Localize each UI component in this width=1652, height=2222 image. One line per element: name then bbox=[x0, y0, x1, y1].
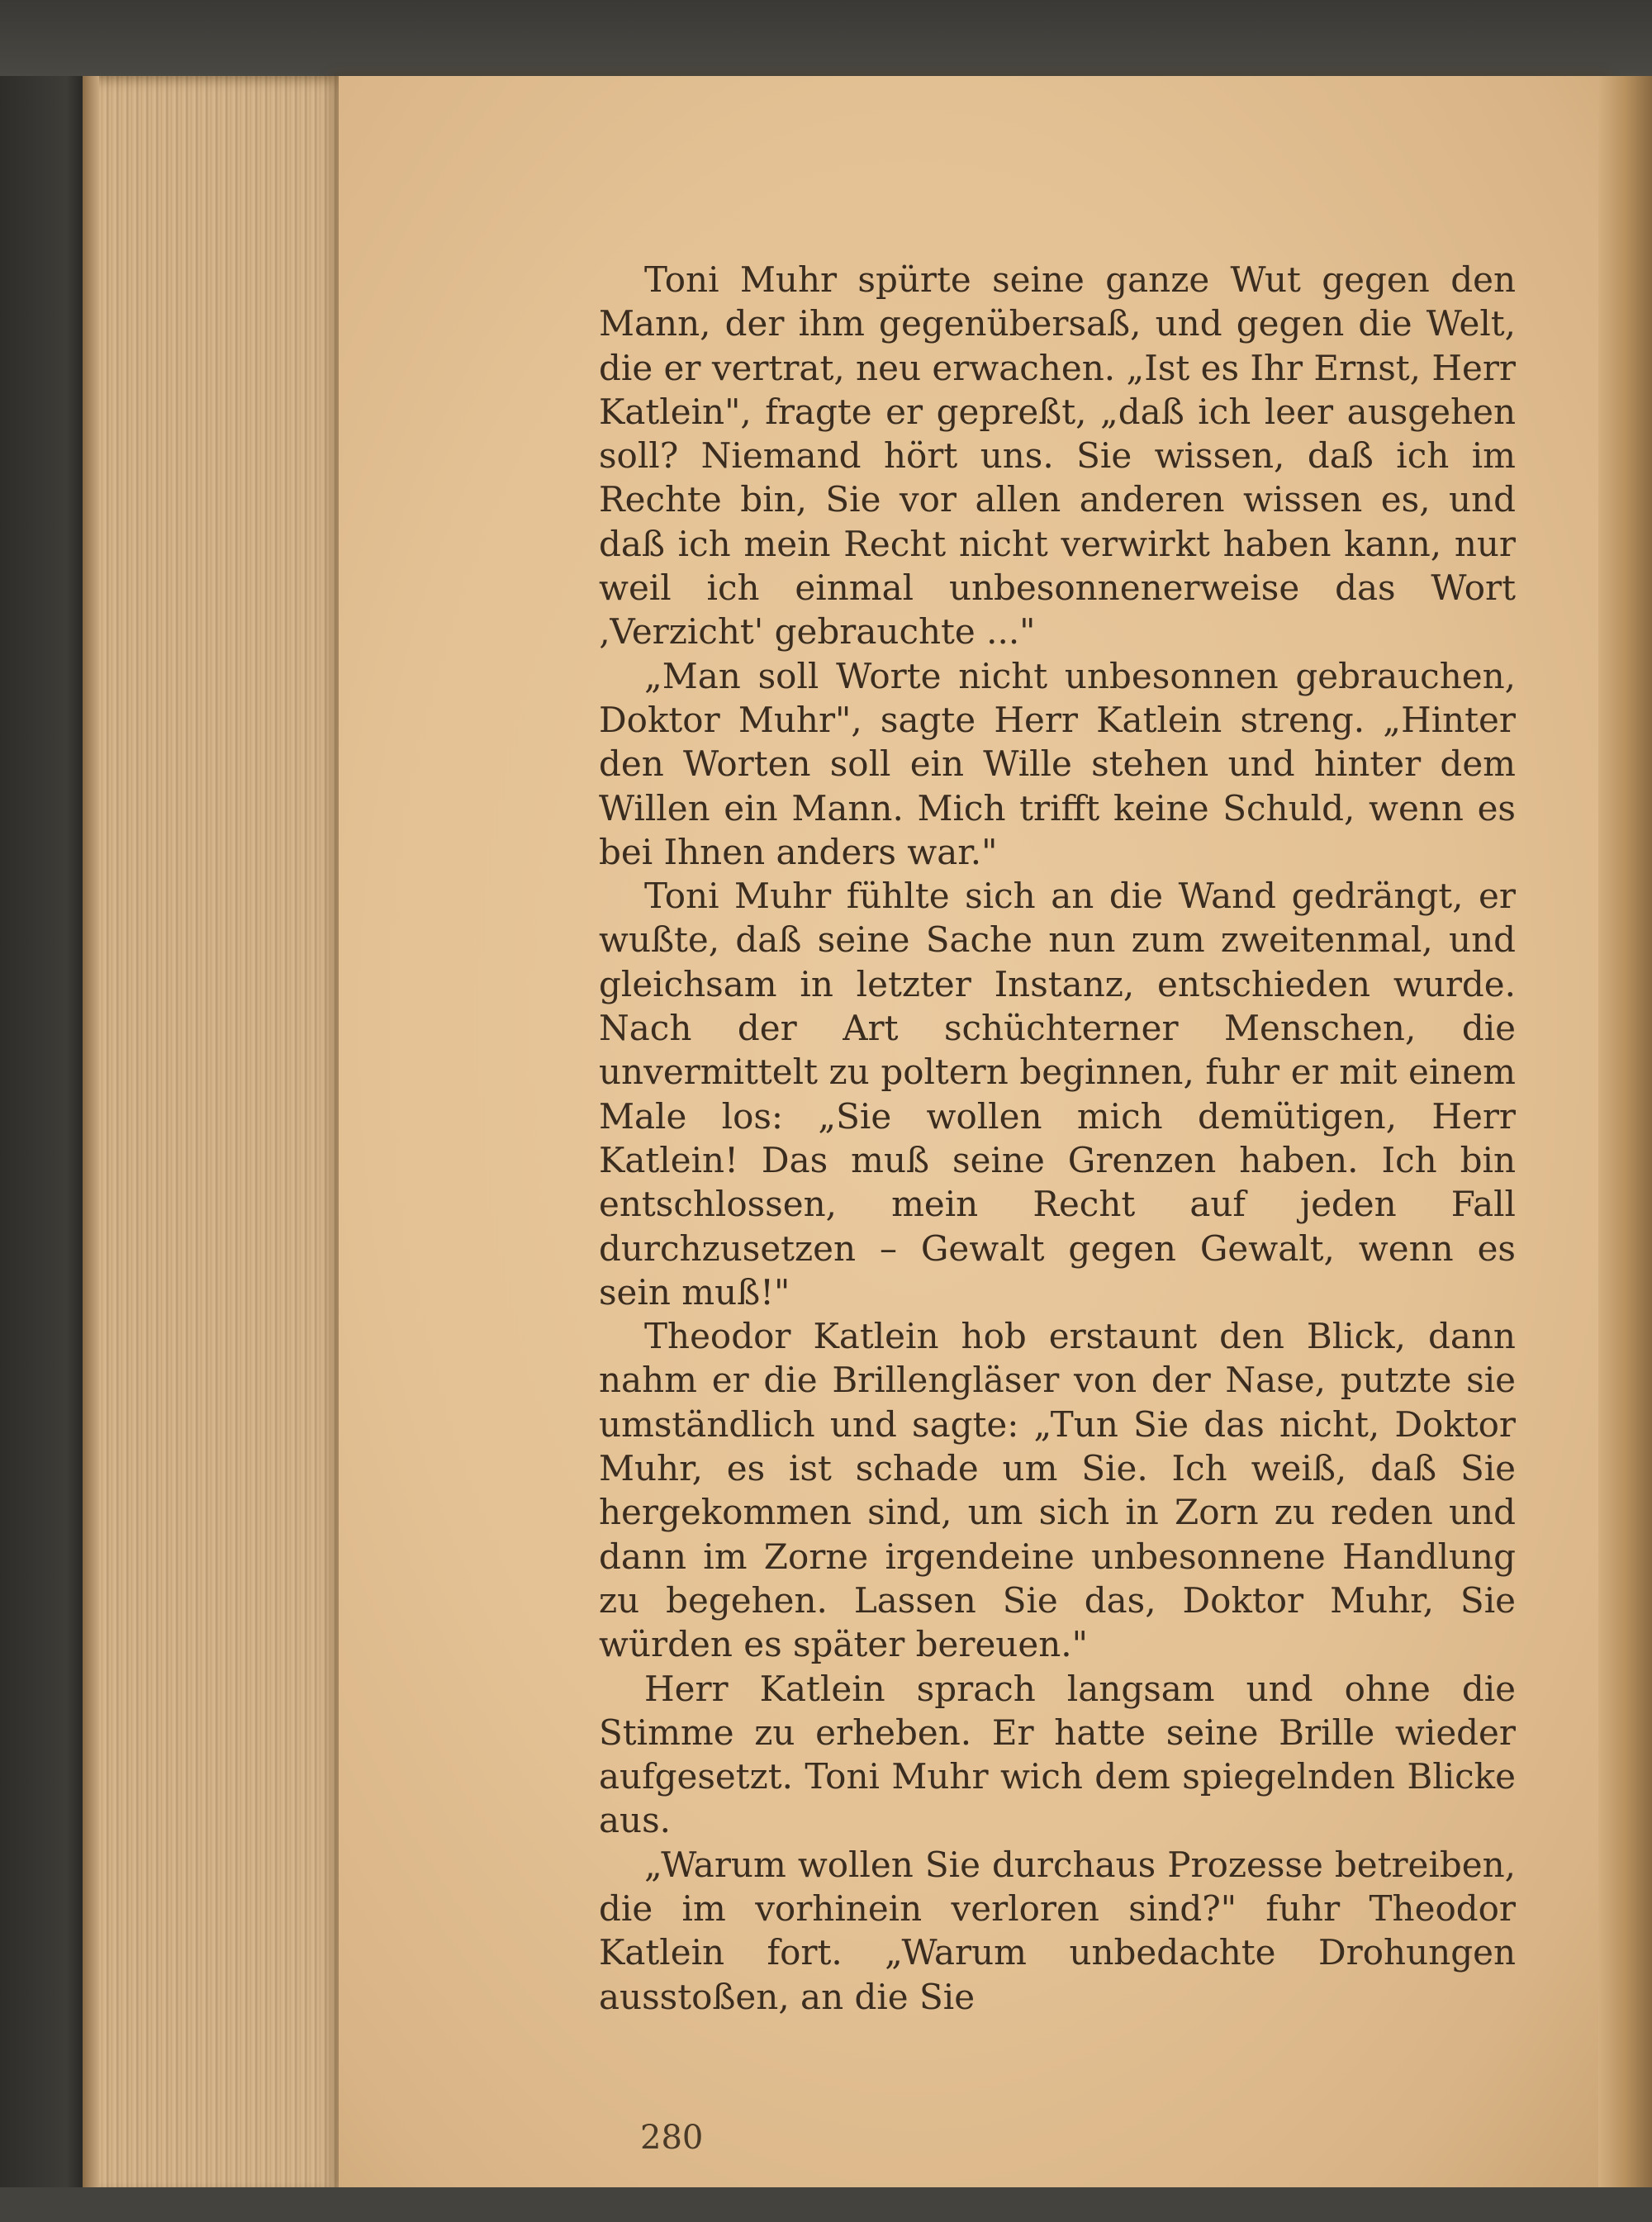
paragraph-6: „Warum wollen Sie durchaus Prozesse betreiben, die im vorhinein verloren sind?" fuhr Theodor Katlein fort. „Warum unbedachte Drohungen ausstoßen, an die Sie bbox=[599, 1844, 1516, 2017]
page-number: 280 bbox=[640, 2119, 704, 2157]
body-text bbox=[599, 258, 1516, 2019]
paragraph-3: Toni Muhr fühlte sich an die Wand gedrängt, er wußte, daß seine Sache nun zum zweitenmal, und gleichsam in letzter Instanz, entschieden wurde. Nach der Art schüchterner Menschen, die unvermittelt zu poltern beginnen, fuhr er mit einem Male los: „Sie wollen mich demütigen, Herr Katlein! Das muß seine Grenzen haben. Ich bin entschlossen, mein Recht auf jeden Fall durchzusetzen – Gewalt gegen Gewalt, wenn es sein muß!" bbox=[599, 876, 1516, 1313]
page-stack-edges bbox=[83, 76, 347, 2191]
book-gutter bbox=[1598, 76, 1652, 2191]
paragraph-4: Theodor Katlein hob erstaunt den Blick, dann nahm er die Brillengläser von der Nase, putzte sie umständlich und sagte: „Tun Sie das nicht, Doktor Muhr, es ist schade um Sie. Ich weiß, daß Sie hergekommen sind, um sich in Zorn zu reden und dann im Zorne irgendeine unbesonnene Handlung zu begehen. Lassen Sie das, Doktor Muhr, Sie würden es später bereuen." bbox=[599, 1316, 1516, 1665]
page-stack-outer-edge bbox=[83, 76, 99, 2191]
background-top bbox=[0, 0, 1652, 76]
background-left bbox=[0, 0, 83, 2222]
paragraph-1: Toni Muhr spürte seine ganze Wut gegen den Mann, der ihm gegenübersaß, und gegen die Welt, die er vertrat, neu erwachen. „Ist es Ihr Ernst, Herr Katlein", fragte er gepreßt, „daß ich leer ausgehen soll? Niemand hört uns. Sie wissen, daß ich im Rechte bin, Sie vor allen anderen wissen es, und daß ich mein Recht nicht verwirkt haben kann, nur weil ich einmal unbesonnenerweise das Wort ‚Verzicht' gebrauchte ..." bbox=[599, 259, 1516, 653]
paragraph-2: „Man soll Worte nicht unbesonnen gebrauchen, Doktor Muhr", sagte Herr Katlein streng. „Hinter den Worten soll ein Wille stehen und hinter dem Willen ein Mann. Mich trifft keine Schuld, wenn es bei Ihnen anders war." bbox=[599, 655, 1516, 872]
background-bottom bbox=[0, 2187, 1652, 2222]
paragraph-5: Herr Katlein sprach langsam und ohne die Stimme zu erheben. Er hatte seine Brille wieder aufgesetzt. Toni Muhr wich dem spiegelnden Blicke aus. bbox=[599, 1668, 1516, 1841]
